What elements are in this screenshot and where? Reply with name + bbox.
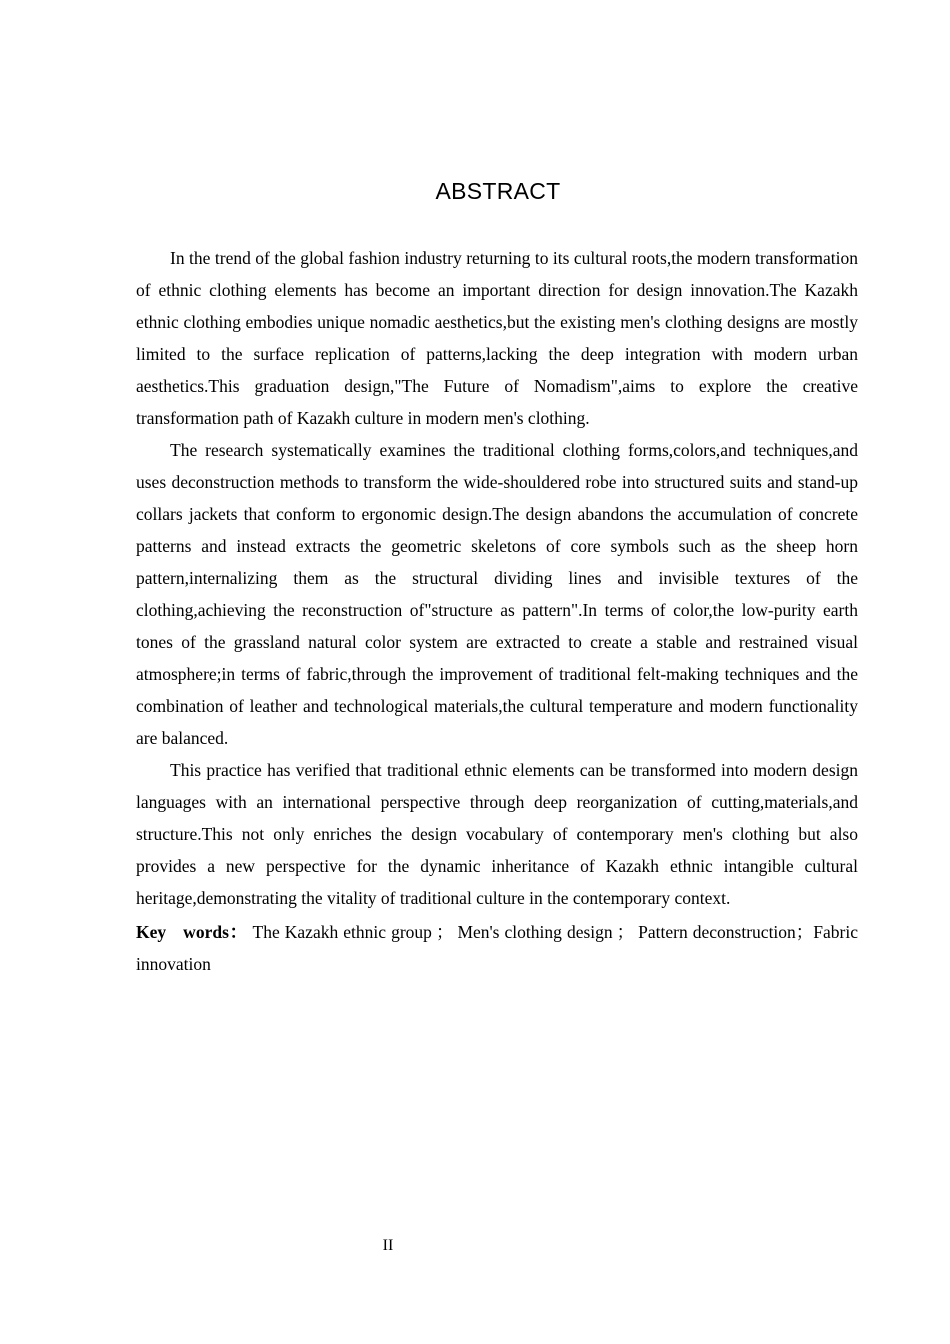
keyword-item: The Kazakh ethnic group <box>252 922 432 942</box>
keyword-separator: ； <box>795 922 814 942</box>
abstract-paragraph-2: The research systematically examines the traditional clothing forms,colors,and techniques,and uses deconstruction methods to transform the wide-shouldered robe into structured suits and stand-up collars jackets that conform to ergonomic design.The design abandons the accumulation of concrete patterns and instead extracts the geometric skeletons of core symbols such as the sheep horn pattern,internalizing them as the structural dividing lines and invisible textures of the clothing,achieving the reconstruction of"structure as pattern".In terms of color,the low-purity earth tones of the grassland natural color system are extracted to create a stable and restrained visual atmosphere;in terms of fabric,through the improvement of traditional felt-making techniques and the combination of leather and technological materials,the cultural temperature and modern functionality are balanced. <box>136 440 858 748</box>
page-number: II <box>382 1237 394 1254</box>
keyword-item: Fabric innovation <box>136 922 859 974</box>
page-title: ABSTRACT <box>435 178 561 204</box>
keywords-line <box>136 916 858 980</box>
abstract-paragraph-1: In the trend of the global fashion industry returning to its cultural roots,the modern transformation of ethnic clothing elements has become an important direction for design innovation.The Kazakh ethnic clothing embodies unique nomadic aesthetics,but the existing men's clothing designs are mostly limited to the surface replication of patterns,lacking the deep integration with modern urban aesthetics.This graduation design,"The Future of Nomadism",aims to explore the creative transformation path of Kazakh culture in modern men's clothing. <box>136 248 858 428</box>
keyword-separator: ； <box>616 922 635 942</box>
abstract-paragraph-3: This practice has verified that traditional ethnic elements can be transformed into modern design languages with an international perspective through deep reorganization of cutting,materials,and structure.This not only enriches the design vocabulary of contemporary men's clothing but also provides a new perspective for the dynamic inheritance of Kazakh ethnic intangible cultural heritage,demonstrating the vitality of traditional culture in the contemporary context. <box>136 760 858 908</box>
keyword-separator: ； <box>435 922 454 942</box>
keyword-item: Pattern deconstruction <box>638 922 796 942</box>
abstract-body <box>136 242 858 980</box>
keyword-item: Men's clothing design <box>457 922 613 942</box>
keywords-label: Key words： <box>136 922 248 942</box>
